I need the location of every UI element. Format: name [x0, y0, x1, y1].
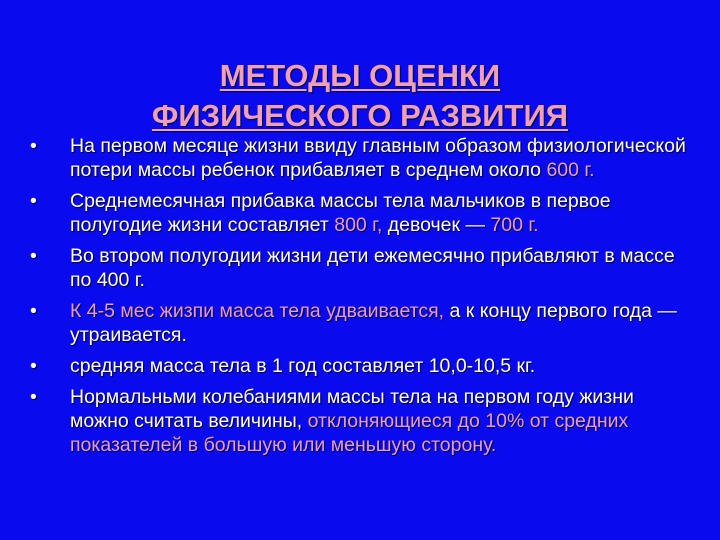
highlight-text: 600 г.: [546, 159, 595, 181]
bullet-item-2: [30, 189, 690, 237]
bullet-marker: •: [30, 386, 37, 408]
slide-title-line-2: ФИЗИЧЕСКОГО РАЗВИТИЯ: [151, 98, 569, 133]
highlight-text: К 4-5 мес жизпи масса тела удваивается,: [70, 300, 445, 322]
highlight-text: отклоняющиеся до 10% от средних показателей в большую или меньшую сторону.: [70, 410, 629, 456]
highlight-text: 800 г,: [334, 214, 383, 236]
bullet-item-1: [30, 134, 690, 182]
bullet-text: Среднемесячная прибавка массы тела мальчиков в первое полугодие жизни составляет: [70, 190, 611, 236]
bullet-marker: •: [30, 190, 37, 212]
bullet-text: девочек —: [382, 214, 491, 236]
bullet-marker: •: [30, 245, 37, 267]
bullet-list: [30, 134, 690, 464]
bullet-item-3: [30, 244, 690, 292]
bullet-text: Нормальньми колебаниями массы тела на первом году жизни можно считать величины,: [70, 386, 634, 432]
bullet-marker: •: [30, 300, 37, 322]
bullet-item-5: [30, 354, 690, 378]
bullet-item-6: [30, 385, 690, 457]
bullet-marker: •: [30, 135, 37, 157]
slide-title-line-1: МЕТОДЫ ОЦЕНКИ: [219, 58, 501, 93]
bullet-item-4: [30, 299, 690, 347]
slide-title: [0, 56, 720, 136]
bullet-text: средняя масса тела в 1 год составляет 10,0-10,5 кг.: [70, 355, 536, 377]
highlight-text: 700 г.: [490, 214, 539, 236]
bullet-text: Во втором полугодии жизни дети ежемесячно прибавляют в массе по 400 г.: [70, 245, 675, 291]
bullet-text: На первом месяце жизни ввиду главным образом физиологической потери массы ребенок прибавляет в среднем около: [70, 135, 686, 181]
bullet-text: а к концу первого года — утраивается.: [70, 300, 677, 346]
bullet-marker: •: [30, 355, 37, 377]
